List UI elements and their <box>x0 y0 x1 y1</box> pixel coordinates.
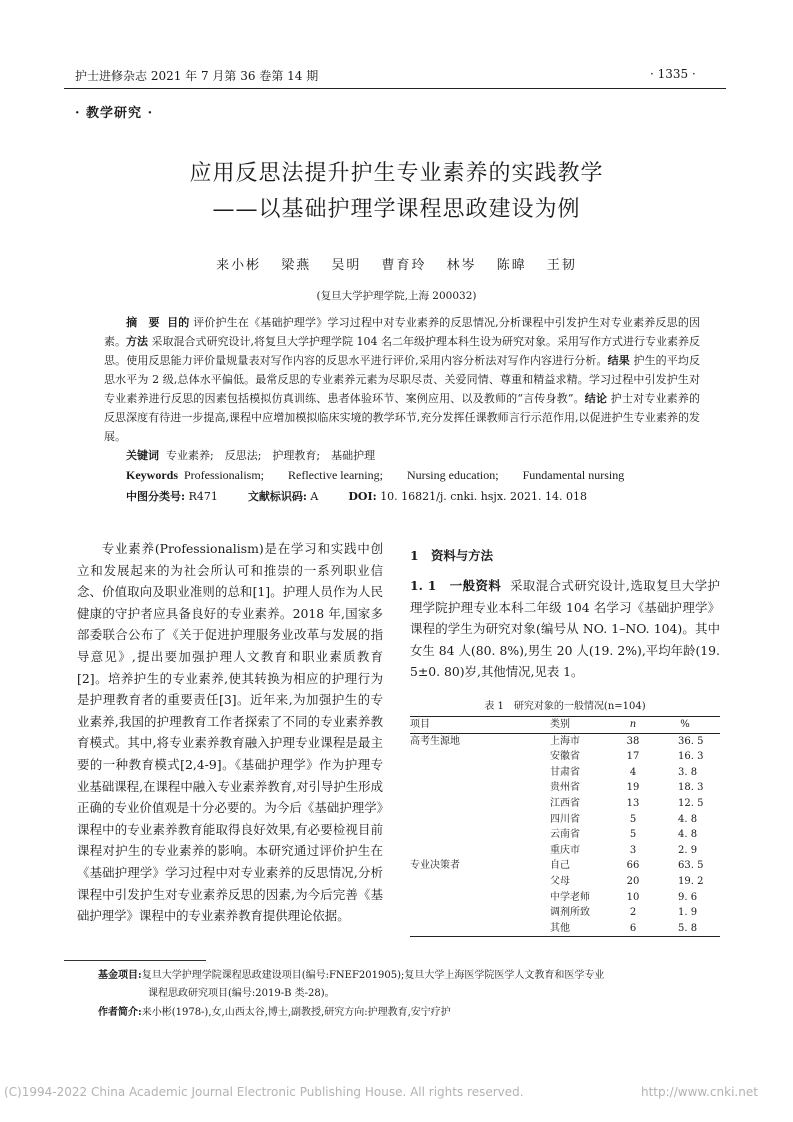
table-header-row <box>410 717 720 734</box>
table-row <box>410 858 720 874</box>
result-label: 结果 <box>607 354 630 367</box>
table-cell: 38 <box>626 735 640 747</box>
abstract <box>104 313 700 446</box>
table-cell: 66 <box>626 860 640 872</box>
funding-line2: 课程思政研究项目(编号:2019-B 类-28)。 <box>148 988 335 999</box>
table-cell: 4 <box>629 766 637 778</box>
keywords-cn-text: 专业素养; 反思法; 护理教育; 基础护理 <box>166 449 376 462</box>
general-info-paragraph: 采取混合式研究设计,选取复旦大学护理学院护理专业本科二年级 104 名学习《基础护理学》课程的学生为研究对象(编号从 NO. 1–NO. 104)。其中女生 84 人(80. 8%),男生 20 人(19. 2%),平均年龄(19. 5±0. 80)岁,其他情况,见表 1。 <box>410 578 720 680</box>
table-row <box>410 733 720 749</box>
keywords-en-label: Keywords <box>126 468 178 482</box>
funding-label: 基金项目: <box>98 970 142 981</box>
table-row <box>410 796 720 812</box>
table-cell: 3. 8 <box>678 766 698 778</box>
table-cell: 10 <box>626 891 640 903</box>
section-tag: · 教学研究 · <box>75 106 154 121</box>
conclusion-label: 结论 <box>584 392 608 405</box>
table-1 <box>410 716 720 937</box>
table-row <box>410 874 720 890</box>
table-cell: 20 <box>626 875 640 887</box>
general-info-block <box>410 575 720 683</box>
doi-label: DOI: <box>348 490 377 503</box>
author-note-label: 作者简介: <box>98 1007 142 1018</box>
abstract-label: 摘 要 <box>126 316 160 329</box>
table-cell: 5 <box>629 829 637 841</box>
affiliation: (复旦大学护理学院,上海 200032) <box>316 290 477 302</box>
table-row <box>410 749 720 765</box>
table-cell: 专业决策者 <box>410 860 460 872</box>
table-cell: 19. 2 <box>678 875 704 887</box>
methods-heading: 1 资料与方法 <box>410 548 493 563</box>
keywords-cn-label: 关键词 <box>126 449 159 462</box>
table-cell: 4. 8 <box>678 829 698 841</box>
abstract-result: 护生的平均反思水平为 2 级,总体水平偏低。最常反思的专业素养元素为尽职尽责、关爱同情、尊重和精益求精。学习过程中引发护生对专业素养进行反思的因素包括模拟仿真训练、患者体验环节、案例应用、以及教师的“言传身教”。 <box>104 354 701 405</box>
title-line1: 应用反思法提升护生专业素养的实践教学 <box>189 161 604 186</box>
table-cell: 其他 <box>550 922 570 934</box>
table-cell: 17 <box>626 751 640 763</box>
table-row <box>410 765 720 781</box>
table-header-cell: 类别 <box>550 719 570 730</box>
table-cell: 16. 3 <box>678 751 704 763</box>
table-cell <box>410 843 550 859</box>
table-header-cell: % <box>680 719 690 730</box>
table-cell: 2 <box>629 907 637 919</box>
table-cell <box>410 827 550 843</box>
table-cell: 63. 5 <box>678 860 704 872</box>
table-row <box>410 843 720 859</box>
table-cell <box>410 890 550 906</box>
table-header-cell: n <box>629 719 637 730</box>
journal-header: 护士进修杂志 2021 年 7 月第 36 卷第 14 期 <box>75 69 319 83</box>
author-list: 来小彬 梁燕 吴明 曹育玲 林岑 陈暐 王韧 <box>216 258 577 273</box>
table-row <box>410 921 720 937</box>
intro-column <box>77 538 383 927</box>
table-cell: 9. 6 <box>678 891 698 903</box>
table-cell <box>410 874 550 890</box>
table-cell: 贵州省 <box>550 782 580 794</box>
table-row <box>410 812 720 828</box>
clc-value: R471 <box>188 490 218 503</box>
table-cell: 13 <box>626 797 640 809</box>
table-cell <box>410 921 550 937</box>
general-info-subheading: 1. 1 一般资料 <box>410 578 502 593</box>
author-note <box>98 1004 738 1022</box>
abstract-conclusion: 护士对专业素养的反思深度有待进一步提高,课程中应增加模拟临床实境的教学环节,充分发挥任课教师言行示范作用,以促进护生专业素养的发展。 <box>104 392 700 443</box>
table-cell <box>410 796 550 812</box>
method-label: 方法 <box>126 335 149 348</box>
table-cell: 1. 9 <box>678 907 698 919</box>
table-cell: 12. 5 <box>678 797 704 809</box>
table-cell: 自己 <box>550 860 570 872</box>
header-rule <box>64 88 726 89</box>
table-cell <box>410 765 550 781</box>
table-cell: 四川省 <box>550 813 580 825</box>
table-cell: 重庆市 <box>550 844 580 856</box>
table-cell: 调剂所致 <box>550 907 590 919</box>
keywords-cn <box>126 447 375 463</box>
aim-label: 目的 <box>167 316 190 329</box>
title-line2: ——以基础护理学课程思政建设为例 <box>212 197 581 222</box>
table-cell: 36. 5 <box>678 735 704 747</box>
table-cell: 18. 3 <box>678 782 704 794</box>
table-cell: 5 <box>629 813 637 825</box>
footnote-rule <box>64 960 206 961</box>
doc-code-value: A <box>310 490 319 503</box>
author-note-text: 来小彬(1978-),女,山西太谷,博士,副教授,研究方向:护理教育,安宁疗护 <box>141 1007 451 1018</box>
classification-line <box>126 488 587 504</box>
doc-code-label: 文献标识码: <box>247 490 307 503</box>
table-cell: 江西省 <box>550 797 580 809</box>
table-cell <box>410 749 550 765</box>
table-cell: 父母 <box>550 875 570 887</box>
table-cell: 5. 8 <box>678 922 698 934</box>
table-row <box>410 890 720 906</box>
table-header-cell: 项目 <box>410 719 430 730</box>
table-cell: 上海市 <box>550 735 580 747</box>
table-caption: 表 1 研究对象的一般情况(n=104) <box>484 701 646 712</box>
table-cell: 6 <box>629 922 637 934</box>
table-cell <box>410 812 550 828</box>
table-cell: 19 <box>626 782 640 794</box>
keywords-en <box>126 466 624 483</box>
page-number: · 1335 · <box>650 67 696 81</box>
table-cell: 中学老师 <box>550 891 590 903</box>
table-cell: 安徽省 <box>550 751 580 763</box>
table-cell <box>410 780 550 796</box>
table-cell: 高考生源地 <box>410 735 460 747</box>
copyright-watermark: (C)1994-2022 China Academic Journal Electronic Publishing House. All rights reserved. <box>4 1085 524 1099</box>
funding-note <box>98 967 738 1003</box>
funding-line1: 复旦大学护理学院课程思政建设项目(编号:FNEF201905);复旦大学上海医学院医学人文教育和医学专业 <box>141 970 605 981</box>
cnki-url-watermark: http://www.cnki.net <box>641 1085 758 1099</box>
intro-paragraph: 专业素养(Professionalism)是在学习和实践中创立和发展起来的为社会所认可和推崇的一系列职业信念、价值取向及职业准则的总和[1]。护理人员作为人民健康的守护者应具备良好的专业素养。2018 年,国家多部委联合公布了《关于促进护理服务业改革与发展的指导意见》,提出要加强护理人文教育和职业素质教育[2]。培养护生的专业素养,使其转换为相应的护理行为是护理教育者的重要责任[3]。近年来,为加强护生的专业素养,我国的护理教育工作者探索了不同的专业素养教育模式。其中,将专业素养教育融入护理专业课程是最主要的一种教育模式[2,4-9]。《基础护理学》作为护理专业基础课程,在课程中融入专业素养教育,对引导护生形成正确的专业价值观是十分必要的。为今后《基础护理学》课程中的专业素养教育能取得良好效果,有必要检视目前课程对护生的专业素养的影响。本研究通过评价护生在《基础护理学》学习过程中对专业素养的反思情况,分析课程中引发护生对专业素养反思的因素,为今后完善《基础护理学》课程中的专业素养教育提供理论依据。 <box>77 541 383 924</box>
table-cell: 甘肃省 <box>550 766 580 778</box>
table-cell: 4. 8 <box>678 813 698 825</box>
doi-value: 10. 16821/j. cnki. hsjx. 2021. 14. 018 <box>380 490 588 503</box>
abstract-method: 采取混合式研究设计,将复旦大学护理学院 104 名二年级护理本科生设为研究对象。采用写作方式进行专业素养反思。使用反思能力评价量规量表对写作内容的反思水平进行评价,采用内容分析法对写作内容进行分析。 <box>104 335 701 367</box>
table-row <box>410 905 720 921</box>
abstract-aim: 评价护生在《基础护理学》学习过程中对专业素养的反思情况,分析课程中引发护生对专业素养反思的因素。 <box>104 316 701 348</box>
table-cell: 云南省 <box>550 829 580 841</box>
clc-label: 中图分类号: <box>126 490 186 503</box>
keywords-en-text: Professionalism; Reflective learning; Nursing education; Fundamental nursing <box>184 468 625 482</box>
table-cell: 2. 9 <box>678 844 698 856</box>
table-row <box>410 780 720 796</box>
table-cell: 3 <box>629 844 637 856</box>
table-cell <box>410 905 550 921</box>
table-row <box>410 827 720 843</box>
